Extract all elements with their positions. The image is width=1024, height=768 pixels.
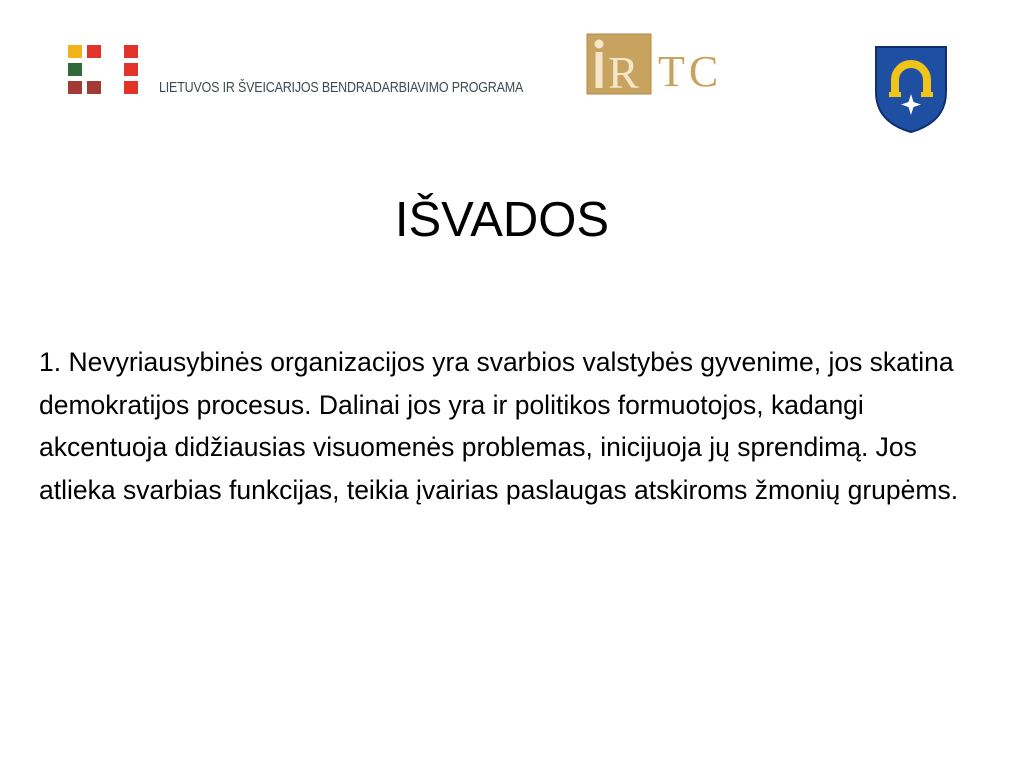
program-logo (66, 43, 536, 99)
logo-square-darkred (68, 81, 82, 94)
coat-of-arms (873, 44, 949, 134)
rtc-logo (586, 32, 776, 96)
conclusion-text: 1. Nevyriausybinės organizacijos yra svarbios valstybės gyvenime, jos skatina demokratijos procesus. Dalinai jos yra ir politikos formuotojos, kadangi akcentuoja didžiausias visuomenės problemas, inicijuoja jų sprendimą. Jos atlieka svarbias funkcijas, teikia įvairias paslaugas atskiroms žmonių grupėms. (39, 347, 959, 505)
program-logo-text: LIETUVOS IR ŠVEICARIJOS BENDRADARBIAVIMO PROGRAMA (159, 80, 524, 96)
svg-text:TC: TC (658, 47, 723, 96)
svg-text:R: R (608, 47, 639, 96)
logo-square-green (68, 63, 82, 76)
logo-square-red (87, 45, 101, 58)
logo-square-darkred (87, 81, 101, 94)
logo-square-red (124, 81, 138, 94)
slide-title: IŠVADOS (394, 193, 610, 247)
logo-square-yellow (68, 45, 82, 58)
logo-square-red (124, 45, 138, 58)
coat-of-arms-graphic (873, 44, 949, 134)
logo-square-red (124, 63, 138, 76)
rtc-logo-graphic (586, 32, 776, 96)
